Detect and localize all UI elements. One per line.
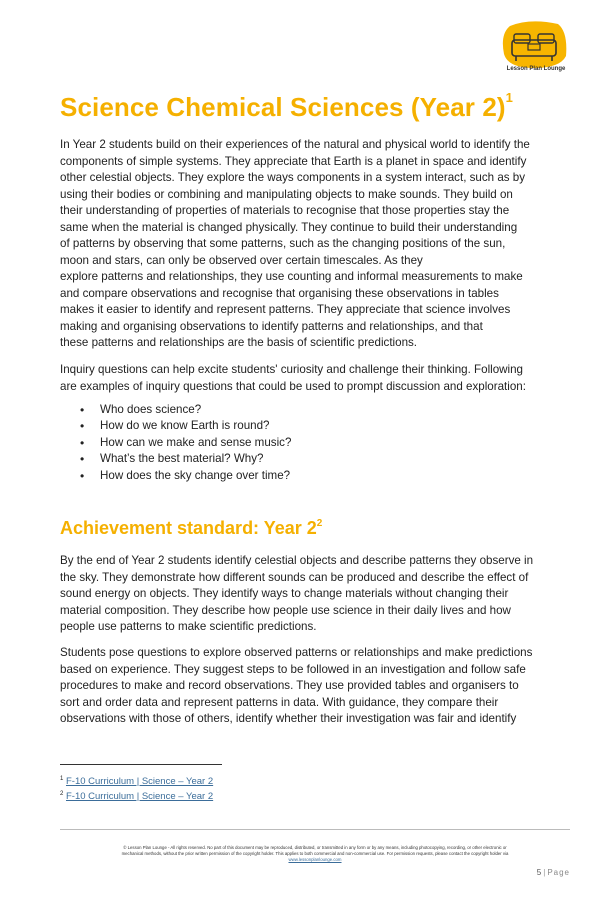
list-item: • How does the sky change over time?: [60, 468, 291, 484]
footnote-1-link[interactable]: F-10 Curriculum | Science – Year 2: [65, 776, 214, 787]
inquiry-paragraph: Inquiry questions can help excite students' curiosity and challenge their thinking. Following are examples of inquiry questions that could be used to prompt discussion and exploration:: [60, 363, 526, 393]
title-footnote-ref[interactable]: 1: [505, 90, 513, 105]
list-item: • How can we make and sense music?: [60, 435, 291, 451]
logo-text: Lesson Plan Lounge: [506, 66, 566, 72]
footer-divider: [60, 829, 570, 830]
footnote-divider: [60, 764, 222, 765]
page-number: 5 | Page: [536, 868, 570, 877]
achievement-paragraph-1: By the end of Year 2 students identify celestial objects and describe patterns they observe in the sky. They demonstrate how different sounds can be produced and describe the effect of sound energy on objects. They identify ways to change materials without changing their material composition. They describe how people use science in their daily lives and how people use patterns to make scientific predictions.: [60, 554, 534, 633]
copyright-notice: © Lesson Plan Lounge - All rights reserved. No part of this document may be reproduced, distributed, or transmitted in any form or by any means, including photocopying, recording, or other electronic or mechanical methods, without the prior written permission of the copyright holder. This applies to both commercial and non-commercial use. For permission requests, please contact the copyright holder via www.lessonplanlounge.com: [60, 845, 570, 864]
intro-paragraph: In Year 2 students build on their experiences of the natural and physical world to identify the components of simple systems. They appreciate that Earth is a planet in space and identify other celestial objects. They explore the ways components in a system interact, such as by using their bodies or combining and manipulating objects to make sounds. They build on their understanding of properties of materials to recognise that those properties stay the same when the material is changed physically. They continue to build their understanding of patterns by observing that some patterns, such as the changing positions of the sun, moon and stars, can only be observed over certain timescales. As they explore patterns and relationships, they use counting and informal measurements to make and compare observations and recognise that organising these observations in tables makes it easier to identify and represent patterns. They appreciate that science involves making and organising observations to identify patterns and relationships, and that these patterns and relationships are the basis of scientific predictions.: [60, 138, 530, 349]
achievement-paragraph-2: Students pose questions to explore observed patterns or relationships and make predictions based on experience. They suggest steps to be followed in an investigation and follow safe procedures to make and record observations. They use provided tables and organisers to sort and order data and represent patterns in data. With guidance, they compare their observations with those of others, identify whether their investigation was fair and identify: [60, 646, 533, 725]
list-item: • What’s the best material? Why?: [60, 451, 291, 467]
list-item: • Who does science?: [60, 402, 291, 418]
list-item: • How do we know Earth is round?: [60, 418, 291, 434]
achievement-heading: Achievement standard: Year $2^2$: [60, 518, 323, 538]
achievement-footnote-ref[interactable]: 2: [316, 518, 323, 529]
footnote-1: $^1$ F-10 Curriculum | Science – Year 2: [60, 776, 214, 787]
footnote-2-link[interactable]: F-10 Curriculum | Science – Year 2: [65, 791, 214, 802]
website-link[interactable]: www.lessonplanlounge.com: [288, 857, 342, 863]
page-title: Science Chemical Sciences (Year 2)$^1$: [60, 90, 513, 122]
inquiry-questions-list: [60, 402, 291, 484]
footnote-2: $^2$ F-10 Curriculum | Science – Year 2: [60, 791, 214, 802]
